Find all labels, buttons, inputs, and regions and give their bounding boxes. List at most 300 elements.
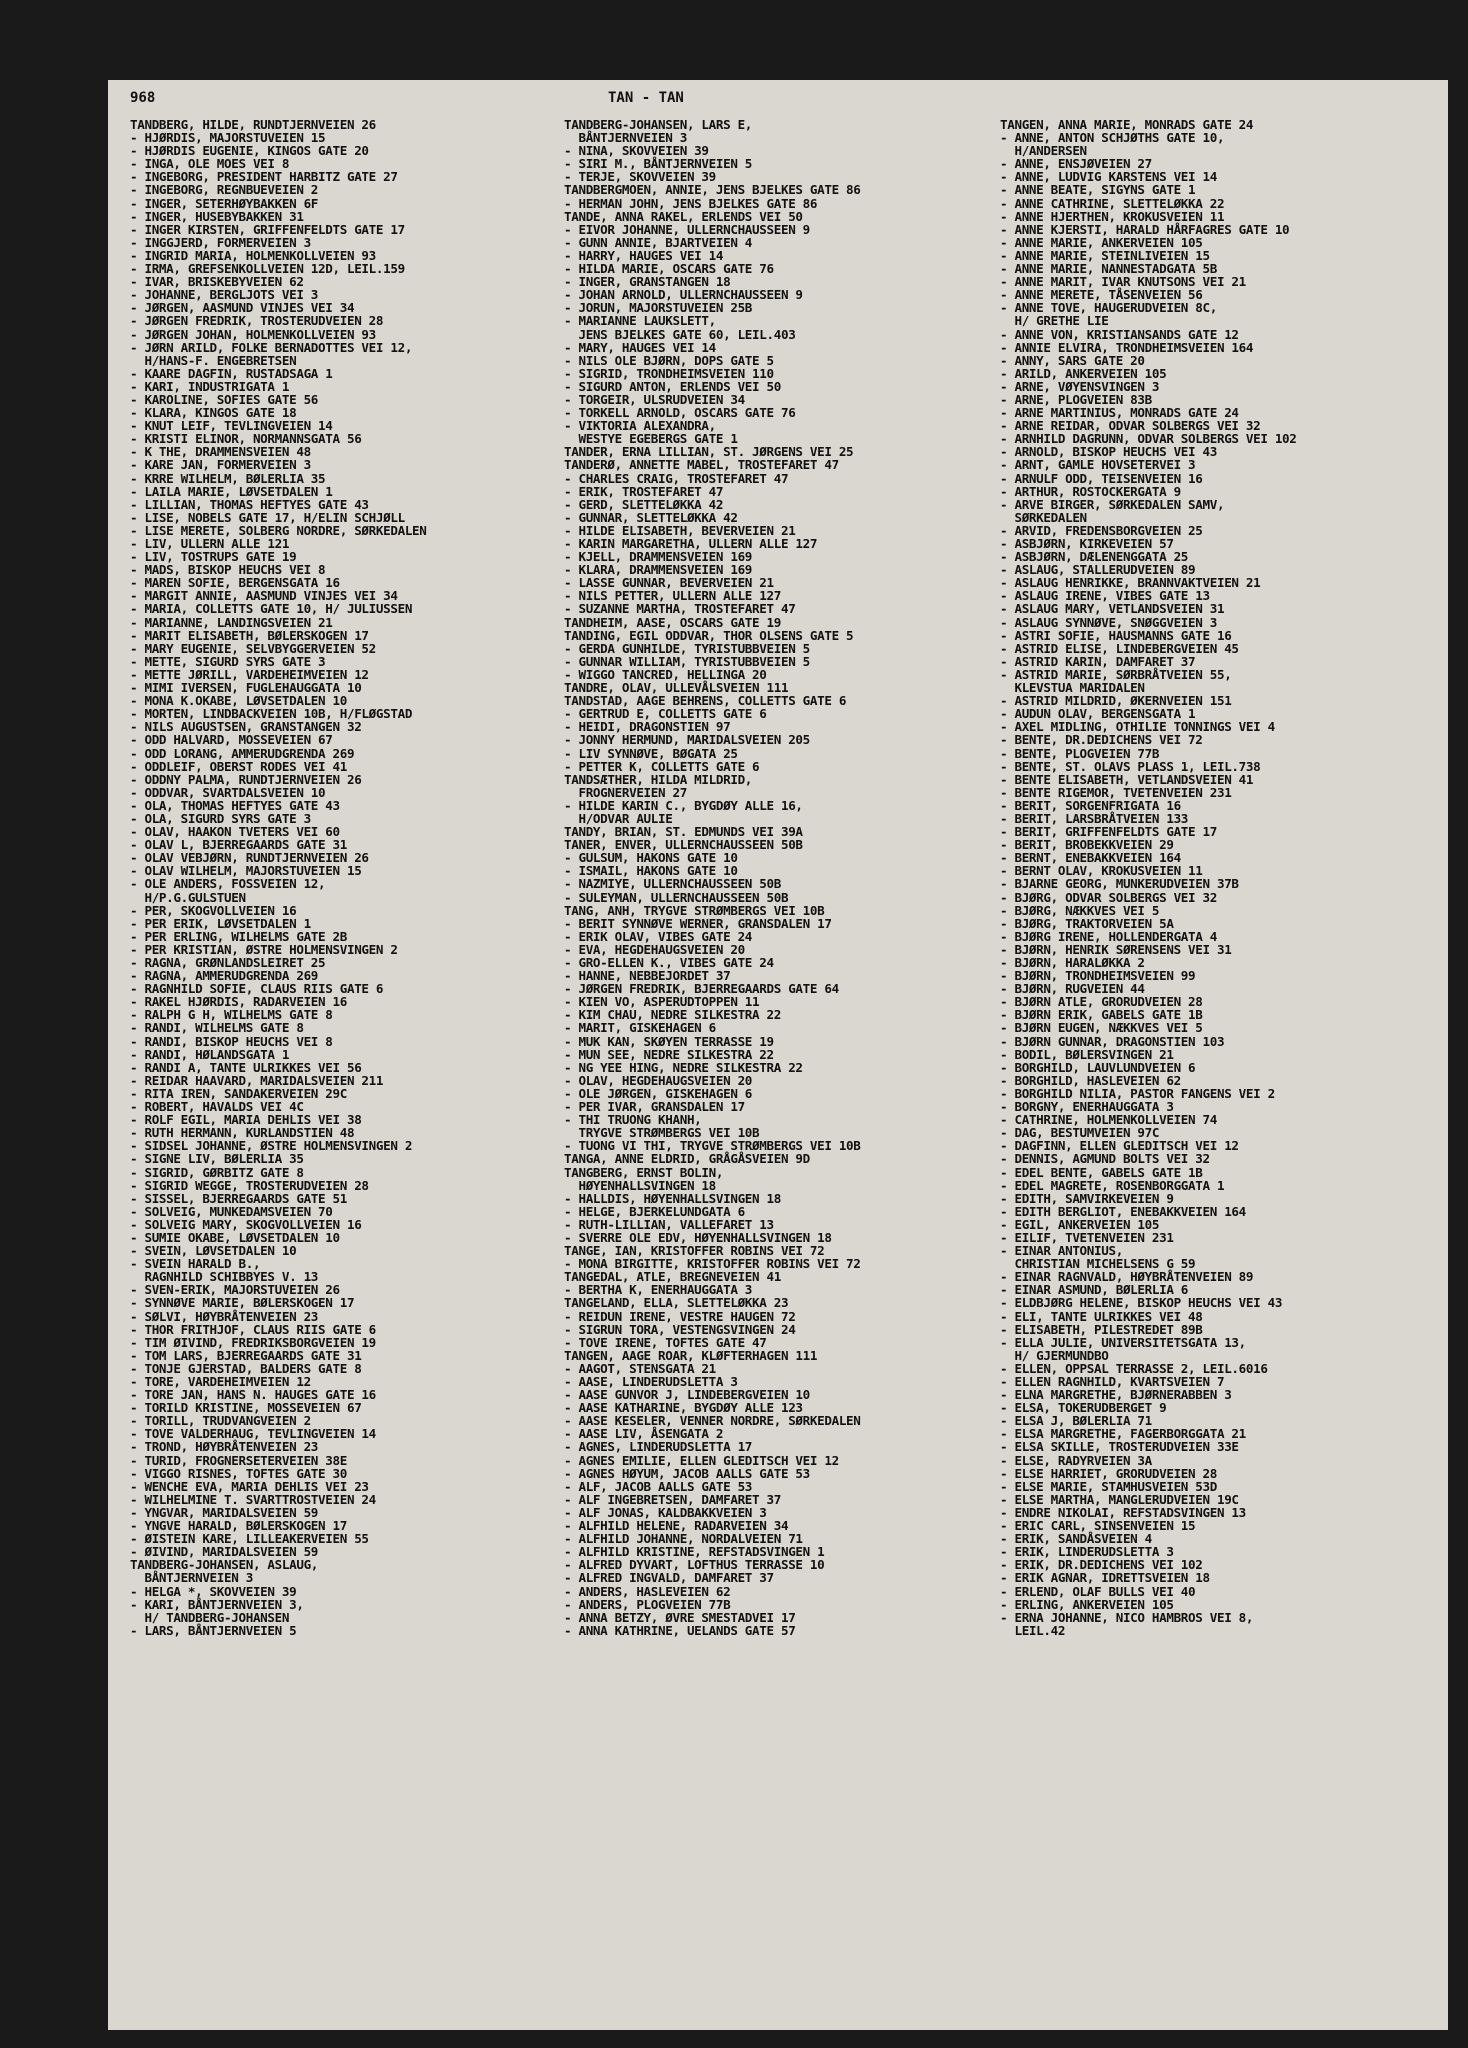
directory-entry: - BJØRN, HENRIK SØRENSENS VEI 31: [1000, 941, 1232, 957]
directory-entry: - ARNULF ODD, TEISENVEIEN 16: [1000, 470, 1203, 486]
directory-entry: - ANNE, ANTON SCHJØTHS GATE 10,: [1000, 130, 1225, 146]
directory-entry: - TOVE IRENE, TOFTES GATE 47: [564, 1334, 767, 1350]
directory-entry: - BORGHILD, LAUVLUNDVEIEN 6: [1000, 1059, 1196, 1075]
directory-column-2: [564, 118, 984, 1637]
directory-entry: - RALPH G H, WILHELMS GATE 8: [130, 1007, 333, 1023]
directory-entry: CHRISTIAN MICHELSENS G 59: [1000, 1256, 1196, 1272]
directory-entry: - WILHELMINE T. SVARTTROSTVEIEN 24: [130, 1491, 376, 1507]
directory-entry: - PER ERIK, LØVSETDALEN 1: [130, 915, 311, 931]
directory-entry: - ASTRI SOFIE, HAUSMANNS GATE 16: [1000, 627, 1232, 643]
directory-entry: - ROBERT, HAVALDS VEI 4C: [130, 1099, 304, 1115]
directory-entry: - LIV, ULLERN ALLE 121: [130, 536, 290, 551]
directory-entry: - BENTE RIGEMOR, TVETENVEIEN 231: [1000, 784, 1232, 800]
directory-entry: - REIDUN IRENE, VESTRE HAUGEN 72: [564, 1308, 796, 1324]
directory-entry: - KAROLINE, SOFIES GATE 56: [130, 391, 319, 407]
directory-entry: - KARIN MARGARETHA, ULLERN ALLE 127: [564, 536, 818, 551]
directory-entry: H/P.G.GULSTUEN: [130, 889, 246, 905]
directory-entry: - HILDA MARIE, OSCARS GATE 76: [564, 261, 774, 277]
directory-entry: - BJØRG, NÆKKVES VEI 5: [1000, 902, 1160, 918]
directory-entry: HØYENHALLSVINGEN 18: [564, 1177, 716, 1193]
directory-entry: - ELLEN, OPPSAL TERRASSE 2, LEIL.6016: [1000, 1360, 1268, 1376]
directory-entry: - ALFRED INGVALD, DAMFARET 37: [564, 1570, 774, 1586]
directory-entry: - KIM CHAU, NEDRE SILKESTRA 22: [564, 1007, 781, 1023]
directory-entry: - BENTE ELISABETH, VETLANDSVEIEN 41: [1000, 771, 1254, 787]
directory-entry: TRYGVE STRØMBERGS VEI 10B: [564, 1125, 760, 1141]
directory-entry: TANDHEIM, AASE, OSCARS GATE 19: [564, 614, 781, 630]
directory-entry: - ODD LORANG, AMMERUDGRENDA 269: [130, 745, 355, 761]
directory-entry: - SIGNE LIV, BØLERLIA 35: [130, 1151, 304, 1167]
directory-entry: - MUK KAN, SKØYEN TERRASSE 19: [564, 1033, 774, 1049]
directory-entry: - KNUT LEIF, TEVLINGVEIEN 14: [130, 418, 333, 434]
directory-entry: TANGA, ANNE ELDRID, GRÅGÅSVEIEN 9D: [564, 1151, 810, 1167]
directory-entry: - ARNE, PLOGVEIEN 83B: [1000, 391, 1152, 407]
directory-entry: - EDITH, SAMVIRKEVEIEN 9: [1000, 1190, 1174, 1206]
directory-entry: - TORILD KRISTINE, MOSSEVEIEN 67: [130, 1400, 362, 1416]
directory-entry: - HILDE KARIN C., BYGDØY ALLE 16,: [564, 797, 803, 813]
directory-entry: - LILLIAN, THOMAS HEFTYES GATE 43: [130, 496, 369, 512]
directory-entry: - ANDERS, HASLEVEIEN 62: [564, 1583, 731, 1599]
directory-entry: - BJØRN EUGEN, NÆKKVES VEI 5: [1000, 1020, 1203, 1036]
directory-entry: - SIGRID WEGGE, TROSTERUDVEIEN 28: [130, 1177, 369, 1193]
directory-entry: - ALF, JACOB AALLS GATE 53: [564, 1478, 753, 1494]
directory-entry: - ERLING, ANKERVEIEN 105: [1000, 1596, 1174, 1612]
directory-entry: - JOHAN ARNOLD, ULLERNCHAUSSEEN 9: [564, 287, 803, 303]
directory-entry: - HJØRDIS, MAJORSTUVEIEN 15: [130, 130, 326, 146]
directory-entry: - SIRI M., BÅNTJERNVEIEN 5: [564, 156, 753, 172]
directory-entry: - NAZMIYE, ULLERNCHAUSSEEN 50B: [564, 876, 781, 892]
directory-entry: TANGELAND, ELLA, SLETTELØKKA 23: [564, 1295, 789, 1311]
directory-entry: - NILS AUGUSTSEN, GRANSTANGEN 32: [130, 719, 362, 735]
directory-entry: - MARGIT ANNIE, AASMUND VINJES VEI 34: [130, 588, 398, 604]
directory-entry: - SULEYMAN, ULLERNCHAUSSEEN 50B: [564, 889, 789, 905]
directory-entry: - RAGNA, GRØNLANDSLEIRET 25: [130, 955, 326, 970]
directory-entry: - ELSE MARIE, STAMHUSVEIEN 53D: [1000, 1478, 1217, 1494]
directory-entry: - BJØRG, ODVAR SOLBERGS VEI 32: [1000, 889, 1217, 905]
directory-entry: - TOVE VALDERHAUG, TEVLINGVEIEN 14: [130, 1426, 376, 1442]
directory-entry: - OLE JØRGEN, GISKEHAGEN 6: [564, 1085, 753, 1101]
directory-entry: - KAARE DAGFIN, RUSTADSAGA 1: [130, 365, 333, 381]
directory-entry: - KRRE WILHELM, BØLERLIA 35: [130, 470, 326, 486]
directory-entry: - ASTRID KARIN, DAMFARET 37: [1000, 653, 1196, 669]
directory-entry: - AASE KATHARINE, BYGDØY ALLE 123: [564, 1400, 803, 1416]
directory-entry: H/ANDERSEN: [1000, 143, 1087, 159]
directory-entry: - ELSE, RADYRVEIEN 3A: [1000, 1452, 1152, 1468]
directory-entry: - ELI, TANTE ULRIKKES VEI 48: [1000, 1308, 1203, 1324]
directory-entry: TANDER, ERNA LILLIAN, ST. JØRGENS VEI 25: [564, 444, 854, 460]
directory-entry: - MONA K.OKABE, LØVSETDALEN 10: [130, 693, 347, 709]
directory-entry: - IRMA, GREFSENKOLLVEIEN 12D, LEIL.159: [130, 261, 405, 277]
directory-entry: - JONNY HERMUND, MARIDALSVEIEN 205: [564, 732, 810, 748]
directory-entry: - AASE, LINDERUDSLETTA 3: [564, 1374, 738, 1389]
directory-entry: - SØLVI, HØYBRÅTENVEIEN 23: [130, 1308, 319, 1324]
directory-entry: - NG YEE HING, NEDRE SILKESTRA 22: [564, 1059, 803, 1075]
directory-entry: - OLA, SIGURD SYRS GATE 3: [130, 810, 311, 826]
directory-entry: - BJØRG IRENE, HOLLENDERGATA 4: [1000, 928, 1217, 944]
directory-entry: - EIVOR JOHANNE, ULLERNCHAUSSEEN 9: [564, 221, 810, 237]
directory-entry: - RUTH HERMANN, KURLANDSTIEN 48: [130, 1125, 355, 1141]
directory-entry: - PER, SKOGVOLLVEIEN 16: [130, 902, 297, 918]
directory-entry: - ASTRID MARIE, SØRBRÅTVEIEN 55,: [1000, 666, 1232, 682]
directory-entry: BÅNTJERNVEIEN 3: [564, 130, 687, 146]
directory-entry: - ØIVIND, MARIDALSVEIEN 59: [130, 1544, 319, 1560]
directory-entry: - ANNA BETZY, ØVRE SMESTADVEI 17: [564, 1609, 796, 1625]
directory-entry: - ANNE HJERTHEN, KROKUSVEIEN 11: [1000, 208, 1225, 224]
directory-entry: - ROLF EGIL, MARIA DEHLIS VEI 38: [130, 1112, 362, 1128]
directory-entry: - BERIT, BROBEKKVEIEN 29: [1000, 837, 1174, 853]
directory-entry: - INGER KIRSTEN, GRIFFENFELDTS GATE 17: [130, 221, 405, 237]
directory-entry: - ANNE, LUDVIG KARSTENS VEI 14: [1000, 169, 1217, 185]
directory-entry: - BJARNE GEORG, MUNKERUDVEIEN 37B: [1000, 876, 1239, 892]
directory-entry: - TURID, FROGNERSETERVEIEN 38E: [130, 1452, 347, 1468]
directory-entry: - NINA, SKOVVEIEN 39: [564, 143, 709, 159]
directory-entry: - GUNNAR, SLETTELØKKA 42: [564, 509, 738, 525]
directory-entry: - MARY EUGENIE, SELVBYGGERVEIEN 52: [130, 640, 376, 656]
directory-entry: - BJØRN, RUGVEIEN 44: [1000, 981, 1145, 997]
directory-entry: - INGEBORG, PRESIDENT HARBITZ GATE 27: [130, 169, 398, 185]
directory-entry: - CATHRINE, HOLMENKOLLVEIEN 74: [1000, 1112, 1217, 1128]
directory-entry: - WENCHE EVA, MARIA DEHLIS VEI 23: [130, 1478, 369, 1494]
directory-entry: - JØRN ARILD, FOLKE BERNADOTTES VEI 12,: [130, 339, 413, 355]
directory-entry: - EDEL MAGRETE, ROSENBORGGATA 1: [1000, 1177, 1225, 1193]
directory-entry: - PER KRISTIAN, ØSTRE HOLMENSVINGEN 2: [130, 941, 398, 957]
directory-entry: - PETTER K, COLLETTS GATE 6: [564, 758, 760, 774]
directory-entry: - GRO-ELLEN K., VIBES GATE 24: [564, 955, 774, 970]
directory-entry: BÅNTJERNVEIEN 3: [130, 1570, 253, 1586]
directory-entry: - MADS, BISKOP HEUCHS VEI 8: [130, 562, 326, 578]
directory-entry: - INGA, OLE MOES VEI 8: [130, 156, 290, 172]
directory-entry: TANDSÆTHER, HILDA MILDRID,: [564, 771, 753, 787]
directory-entry: - ODDVAR, SVARTDALSVEIEN 10: [130, 784, 326, 800]
directory-entry: FROGNERVEIEN 27: [564, 784, 687, 800]
directory-entry: - ERIK, DR.DEDICHENS VEI 102: [1000, 1557, 1203, 1573]
directory-entry: - MAREN SOFIE, BERGENSGATA 16: [130, 575, 340, 591]
directory-entry: LEIL.42: [1000, 1622, 1066, 1637]
directory-entry: - AASE LIV, ÅSENGATA 2: [564, 1426, 724, 1442]
directory-entry: - ELSA J, BØLERLIA 71: [1000, 1413, 1152, 1429]
directory-entry: - ERIC CARL, SINSENVEIEN 15: [1000, 1518, 1196, 1534]
directory-entry: - INGER, GRANSTANGEN 18: [564, 274, 731, 290]
directory-entry: - ISMAIL, HAKONS GATE 10: [564, 863, 738, 879]
directory-entry: - ARNE REIDAR, ODVAR SOLBERGS VEI 32: [1000, 418, 1261, 434]
directory-entry: - OLA, THOMAS HEFTYES GATE 43: [130, 797, 340, 813]
directory-entry: - GERDA GUNHILDE, TYRISTUBBVEIEN 5: [564, 640, 810, 656]
directory-entry: - ASLAUG SYNNØVE, SNØGGVEIEN 3: [1000, 614, 1217, 630]
directory-entry: - KRISTI ELINOR, NORMANNSGATA 56: [130, 431, 362, 447]
directory-entry: - WIGGO TANCRED, HELLINGA 20: [564, 666, 767, 682]
directory-entry: - MARY, HAUGES VEI 14: [564, 339, 716, 355]
directory-entry: - KIEN VO, ASPERUDTOPPEN 11: [564, 994, 760, 1010]
directory-entry: - ERIK, LINDERUDSLETTA 3: [1000, 1544, 1174, 1560]
directory-entry: - DAG, BESTUMVEIEN 97C: [1000, 1125, 1160, 1141]
directory-entry: TANDBERG-JOHANSEN, ASLAUG,: [130, 1557, 319, 1573]
directory-entry: - AGNES HØYUM, JACOB AALLS GATE 53: [564, 1465, 810, 1481]
directory-entry: - METTE JØRILL, VARDEHEIMVEIEN 12: [130, 666, 369, 682]
directory-entry: TANDE, ANNA RAKEL, ERLENDS VEI 50: [564, 208, 803, 224]
page-header-range: TAN - TAN: [608, 90, 684, 106]
directory-entry: - SVEIN, LØVSETDALEN 10: [130, 1243, 297, 1259]
directory-entry: - AASE GUNVOR J, LINDEBERGVEIEN 10: [564, 1387, 810, 1403]
directory-entry: - GUNNAR WILLIAM, TYRISTUBBVEIEN 5: [564, 653, 810, 669]
directory-entry: - BENTE, DR.DEDICHENS VEI 72: [1000, 732, 1203, 748]
directory-entry: - OLAV, HEGDEHAUGSVEIEN 20: [564, 1072, 753, 1088]
directory-entry: - ASLAUG HENRIKKE, BRANNVAKTVEIEN 21: [1000, 575, 1261, 591]
directory-entry: - BENTE, PLOGVEIEN 77B: [1000, 745, 1160, 761]
directory-entry: TANG, ANH, TRYGVE STRØMBERGS VEI 10B: [564, 902, 825, 918]
directory-entry: - EINAR ANTONIUS,: [1000, 1243, 1123, 1259]
directory-entry: - INGRID MARIA, HOLMENKOLLVEIEN 93: [130, 247, 376, 263]
directory-entry: - THI TRUONG KHANH,: [564, 1112, 702, 1128]
directory-entry: RAGNHILD SCHIBBYES V. 13: [130, 1269, 319, 1285]
directory-entry: - SYNNØVE MARIE, BØLERSKOGEN 17: [130, 1295, 355, 1311]
directory-entry: - ERNA JOHANNE, NICO HAMBROS VEI 8,: [1000, 1609, 1254, 1625]
directory-entry: - ARILD, ANKERVEIEN 105: [1000, 365, 1167, 381]
directory-entry: - REIDAR HAAVARD, MARIDALSVEIEN 211: [130, 1072, 384, 1088]
directory-entry: TANDING, EGIL ODDVAR, THOR OLSENS GATE 5: [564, 627, 854, 643]
directory-column-3: [1000, 118, 1440, 1637]
directory-entry: - SIGRUN TORA, VESTENGSVINGEN 24: [564, 1321, 796, 1337]
directory-entry: - ANNIE ELVIRA, TRONDHEIMSVEIEN 164: [1000, 339, 1254, 355]
directory-entry: - ANDERS, PLOGVEIEN 77B: [564, 1596, 731, 1612]
directory-entry: - RANDI, WILHELMS GATE 8: [130, 1020, 304, 1036]
directory-entry: TANDSTAD, AAGE BEHRENS, COLLETTS GATE 6: [564, 693, 847, 709]
directory-entry: - SUZANNE MARTHA, TROSTEFARET 47: [564, 601, 796, 617]
directory-entry: - ANNE CATHRINE, SLETTELØKKA 22: [1000, 195, 1225, 211]
directory-entry: - BERIT SYNNØVE WERNER, GRANSDALEN 17: [564, 915, 832, 931]
directory-entry: - BERNT, ENEBAKKVEIEN 164: [1000, 850, 1181, 866]
directory-entry: - GERTRUD E, COLLETTS GATE 6: [564, 706, 767, 722]
directory-entry: - ELLA JULIE, UNIVERSITETSGATA 13,: [1000, 1334, 1246, 1350]
directory-entry: - OLAV, HAAKON TVETERS VEI 60: [130, 824, 340, 840]
directory-entry: - MARIT, GISKEHAGEN 6: [564, 1020, 716, 1036]
directory-entry: - KARE JAN, FORMERVEIEN 3: [130, 457, 311, 473]
directory-entry: - TORGEIR, ULSRUDVEIEN 34: [564, 391, 745, 407]
directory-entry: - TORKELL ARNOLD, OSCARS GATE 76: [564, 405, 796, 421]
directory-entry: H/HANS-F. ENGEBRETSEN: [130, 352, 297, 368]
directory-entry: - LASSE GUNNAR, BEVERVEIEN 21: [564, 575, 774, 591]
directory-entry: H/ GRETHE LIE: [1000, 313, 1109, 329]
directory-entry: - BERIT, GRIFFENFELDTS GATE 17: [1000, 824, 1217, 840]
directory-entry: - RANDI A, TANTE ULRIKKES VEI 56: [130, 1059, 362, 1075]
directory-entry: - ANNE VON, KRISTIANSANDS GATE 12: [1000, 326, 1239, 342]
directory-entry: - BERIT, SORGENFRIGATA 16: [1000, 797, 1181, 813]
directory-entry: - LISE MERETE, SOLBERG NORDRE, SØRKEDALEN: [130, 522, 427, 538]
directory-entry: - LARS, BÅNTJERNVEIEN 5: [130, 1622, 297, 1637]
directory-entry: - ANNY, SARS GATE 20: [1000, 352, 1145, 368]
directory-entry: - JØRGEN JOHAN, HOLMENKOLLVEIEN 93: [130, 326, 376, 342]
directory-entry: - ANNE MARIE, ANKERVEIEN 105: [1000, 234, 1203, 250]
directory-entry: - MARIT ELISABETH, BØLERSKOGEN 17: [130, 627, 369, 643]
directory-entry: - SVERRE OLE EDV, HØYENHALLSVINGEN 18: [564, 1229, 832, 1245]
directory-entry: - KLARA, DRAMMENSVEIEN 169: [564, 562, 753, 578]
directory-entry: - TORE, VARDEHEIMVEIEN 12: [130, 1374, 311, 1389]
directory-entry: - EILIF, TVETENVEIEN 231: [1000, 1229, 1174, 1245]
directory-entry: - ENDRE NIKOLAI, REFSTADSVINGEN 13: [1000, 1504, 1246, 1520]
directory-entry: - TOM LARS, BJERREGAARDS GATE 31: [130, 1347, 362, 1363]
directory-entry: - KLARA, KINGOS GATE 18: [130, 405, 297, 421]
directory-entry: TANDERØ, ANNETTE MABEL, TROSTEFARET 47: [564, 457, 839, 473]
directory-entry: - ASTRID ELISE, LINDEBERGVEIEN 45: [1000, 640, 1239, 656]
directory-entry: - ELSA SKILLE, TROSTERUDVEIEN 33E: [1000, 1439, 1239, 1455]
directory-entry: - ELDBJØRG HELENE, BISKOP HEUCHS VEI 43: [1000, 1295, 1283, 1311]
directory-entry: - ELLEN RAGNHILD, KVARTSVEIEN 7: [1000, 1374, 1225, 1389]
directory-entry: - ALF JONAS, KALDBAKKVEIEN 3: [564, 1504, 767, 1520]
directory-entry: H/ GJERMUNDBO: [1000, 1347, 1109, 1363]
directory-page: [108, 80, 1448, 2030]
directory-entry: - ARNHILD DAGRUNN, ODVAR SOLBERGS VEI 102: [1000, 431, 1297, 447]
directory-entry: - ASLAUG, STALLERUDVEIEN 89: [1000, 562, 1196, 578]
directory-entry: - MIMI IVERSEN, FUGLEHAUGGATA 10: [130, 680, 362, 696]
directory-entry: JENS BJELKES GATE 60, LEIL.403: [564, 326, 796, 342]
directory-entry: - INGER, HUSEBYBAKKEN 31: [130, 208, 304, 224]
directory-entry: - YNGVAR, MARIDALSVEIEN 59: [130, 1504, 319, 1520]
directory-entry: - BERTHA K, ENERHAUGGATA 3: [564, 1282, 753, 1298]
directory-entry: - ARNT, GAMLE HOVSETERVEI 3: [1000, 457, 1196, 473]
directory-entry: - SUMIE OKABE, LØVSETDALEN 10: [130, 1229, 340, 1245]
directory-entry: - ANNE, ENSJØVEIEN 27: [1000, 156, 1152, 172]
directory-entry: - IVAR, BRISKEBYVEIEN 62: [130, 274, 304, 290]
directory-entry: TANGBERG, ERNST BOLIN,: [564, 1164, 724, 1180]
directory-entry: - INGER, SETERHØYBAKKEN 6F: [130, 195, 319, 211]
directory-entry: - ANNE BEATE, SIGYNS GATE 1: [1000, 182, 1196, 198]
page-number: 968: [130, 90, 156, 106]
directory-entry: TANGEDAL, ATLE, BREGNEVEIEN 41: [564, 1269, 781, 1285]
directory-entry: - ARVE BIRGER, SØRKEDALEN SAMV,: [1000, 496, 1225, 512]
directory-entry: - GERD, SLETTELØKKA 42: [564, 496, 724, 512]
directory-entry: - RANDI, BISKOP HEUCHS VEI 8: [130, 1033, 333, 1049]
directory-entry: - OLAV L, BJERREGAARDS GATE 31: [130, 837, 347, 853]
directory-entry: - ARNOLD, BISKOP HEUCHS VEI 43: [1000, 444, 1217, 460]
directory-entry: - BJØRN ERIK, GABELS GATE 1B: [1000, 1007, 1203, 1023]
directory-entry: - VIKTORIA ALEXANDRA,: [564, 418, 716, 434]
directory-entry: WESTYE EGEBERGS GATE 1: [564, 431, 738, 447]
directory-entry: - HALLDIS, HØYENHALLSVINGEN 18: [564, 1190, 781, 1206]
directory-entry: - THOR FRITHJOF, CLAUS RIIS GATE 6: [130, 1321, 376, 1337]
directory-entry: TANDBERGMOEN, ANNIE, JENS BJELKES GATE 86: [564, 182, 861, 198]
directory-entry: - GULSUM, HAKONS GATE 10: [564, 850, 738, 866]
directory-entry: TANDBERG-JOHANSEN, LARS E,: [564, 118, 753, 132]
directory-entry: - RUTH-LILLIAN, VALLEFARET 13: [564, 1216, 774, 1232]
directory-entry: - NILS OLE BJØRN, DOPS GATE 5: [564, 352, 774, 368]
directory-entry: - JØRGEN, AASMUND VINJES VEI 34: [130, 300, 355, 316]
directory-entry: - NILS PETTER, ULLERN ALLE 127: [564, 588, 781, 604]
directory-entry: - TONJE GJERSTAD, BALDERS GATE 8: [130, 1360, 362, 1376]
directory-entry: - ODDNY PALMA, RUNDTJERNVEIEN 26: [130, 771, 362, 787]
directory-entry: - ANNE TOVE, HAUGERUDVEIEN 8C,: [1000, 300, 1217, 316]
directory-entry: - HILDE ELISABETH, BEVERVEIEN 21: [564, 522, 796, 538]
directory-entry: - HEIDI, DRAGONSTIEN 97: [564, 719, 731, 735]
directory-entry: - LIV, TOSTRUPS GATE 19: [130, 549, 297, 565]
directory-entry: - KARI, INDUSTRIGATA 1: [130, 378, 290, 394]
directory-entry: - TUONG VI THI, TRYGVE STRØMBERGS VEI 10B: [564, 1138, 861, 1154]
directory-entry: - BERNT OLAV, KROKUSVEIEN 11: [1000, 863, 1203, 879]
directory-entry: - MARIA, COLLETTS GATE 10, H/ JULIUSSEN: [130, 601, 413, 617]
directory-entry: - ANNA KATHRINE, UELANDS GATE 57: [564, 1622, 796, 1637]
directory-entry: - EDEL BENTE, GABELS GATE 1B: [1000, 1164, 1203, 1180]
directory-entry: - BJØRN, HARALØKKA 2: [1000, 955, 1145, 970]
directory-entry: - EGIL, ANKERVEIEN 105: [1000, 1216, 1160, 1232]
directory-entry: - ERLEND, OLAF BULLS VEI 40: [1000, 1583, 1196, 1599]
directory-entry: - BORGHILD, HASLEVEIEN 62: [1000, 1072, 1181, 1088]
directory-entry: - SIGRID, TRONDHEIMSVEIEN 110: [564, 365, 774, 381]
directory-entry: - ASBJØRN, KIRKEVEIEN 57: [1000, 536, 1174, 551]
directory-entry: - ALFHILD KRISTINE, REFSTADSVINGEN 1: [564, 1544, 825, 1560]
directory-entry: - PER IVAR, GRANSDALEN 17: [564, 1099, 745, 1115]
directory-entry: - RAGNA, AMMERUDGRENDA 269: [130, 968, 319, 984]
directory-entry: - SISSEL, BJERREGAARDS GATE 51: [130, 1190, 347, 1206]
directory-entry: - KARI, BÅNTJERNVEIEN 3,: [130, 1596, 304, 1612]
directory-entry: TANGEN, ANNA MARIE, MONRADS GATE 24: [1000, 118, 1254, 132]
directory-entry: TANDY, BRIAN, ST. EDMUNDS VEI 39A: [564, 824, 803, 840]
directory-entry: - AAGOT, STENSGATA 21: [564, 1360, 716, 1376]
directory-entry: - TERJE, SKOVVEIEN 39: [564, 169, 716, 185]
directory-entry: - AXEL MIDLING, OTHILIE TONNINGS VEI 4: [1000, 719, 1275, 735]
directory-entry: TANDBERG, HILDE, RUNDTJERNVEIEN 26: [130, 118, 376, 132]
directory-entry: - AGNES, LINDERUDSLETTA 17: [564, 1439, 753, 1455]
directory-entry: - TORE JAN, HANS N. HAUGES GATE 16: [130, 1387, 376, 1403]
directory-entry: - OLE ANDERS, FOSSVEIEN 12,: [130, 876, 326, 892]
directory-entry: H/ TANDBERG-JOHANSEN: [130, 1609, 290, 1625]
directory-entry: - MORTEN, LINDBACKVEIEN 10B, H/FLØGSTAD: [130, 706, 413, 722]
directory-entry: - SOLVEIG MARY, SKOGVOLLVEIEN 16: [130, 1216, 362, 1232]
directory-entry: - OLAV VEBJØRN, RUNDTJERNVEIEN 26: [130, 850, 369, 866]
directory-entry: - SIGURD ANTON, ERLENDS VEI 50: [564, 378, 781, 394]
directory-entry: - RAKEL HJØRDIS, RADARVEIEN 16: [130, 994, 347, 1010]
directory-entry: - LIV SYNNØVE, BØGATA 25: [564, 745, 738, 761]
directory-entry: - ASBJØRN, DÆLENENGGATA 25: [1000, 549, 1189, 565]
directory-entry: - SIDSEL JOHANNE, ØSTRE HOLMENSVINGEN 2: [130, 1138, 413, 1154]
directory-entry: - ELSA MARGRETHE, FAGERBORGGATA 21: [1000, 1426, 1246, 1442]
directory-entry: - YNGVE HARALD, BØLERSKOGEN 17: [130, 1518, 347, 1534]
directory-entry: - ANNE MARIE, STEINLIVEIEN 15: [1000, 247, 1210, 263]
directory-entry: SØRKEDALEN: [1000, 509, 1087, 525]
directory-entry: - BODIL, BØLERSVINGEN 21: [1000, 1046, 1174, 1062]
directory-entry: - HJØRDIS EUGENIE, KINGOS GATE 20: [130, 143, 369, 159]
directory-entry: - TIM ØIVIND, FREDRIKSBORGVEIEN 19: [130, 1334, 376, 1350]
directory-entry: - ELSE MARTHA, MANGLERUDVEIEN 19C: [1000, 1491, 1239, 1507]
directory-entry: - AUDUN OLAV, BERGENSGATA 1: [1000, 706, 1196, 722]
directory-entry: - SVEIN HARALD B.,: [130, 1256, 261, 1272]
directory-entry: KLEVSTUA MARIDALEN: [1000, 680, 1145, 696]
directory-entry: - JOHANNE, BERGLJOTS VEI 3: [130, 287, 319, 303]
directory-entry: - BORGNY, ENERHAUGGATA 3: [1000, 1099, 1174, 1115]
directory-entry: - EDITH BERGLIOT, ENEBAKKVEIEN 164: [1000, 1203, 1246, 1219]
directory-entry: - ALFRED DYVART, LOFTHUS TERRASSE 10: [564, 1557, 825, 1573]
directory-entry: - ASLAUG IRENE, VIBES GATE 13: [1000, 588, 1210, 604]
directory-entry: - BENTE, ST. OLAVS PLASS 1, LEIL.738: [1000, 758, 1261, 774]
directory-entry: - ASLAUG MARY, VETLANDSVEIEN 31: [1000, 601, 1225, 617]
directory-entry: - INGEBORG, REGNBUEVEIEN 2: [130, 182, 319, 198]
directory-entry: - ARNE MARTINIUS, MONRADS GATE 24: [1000, 405, 1239, 421]
directory-entry: - AASE KESELER, VENNER NORDRE, SØRKEDALEN: [564, 1413, 861, 1429]
directory-entry: - RITA IREN, SANDAKERVEIEN 29C: [130, 1085, 347, 1101]
directory-entry: - ODDLEIF, OBERST RODES VEI 41: [130, 758, 347, 774]
directory-entry: H/ODVAR AULIE: [564, 810, 673, 826]
directory-entry: - JORUN, MAJORSTUVEIEN 25B: [564, 300, 753, 316]
directory-entry: - ARTHUR, ROSTOCKERGATA 9: [1000, 483, 1181, 499]
directory-entry: - EINAR ASMUND, BØLERLIA 6: [1000, 1282, 1189, 1298]
directory-entry: - BJØRN GUNNAR, DRAGONSTIEN 103: [1000, 1033, 1225, 1049]
directory-entry: - MUN SEE, NEDRE SILKESTRA 22: [564, 1046, 774, 1062]
directory-entry: - ELSA, TOKERUDBERGET 9: [1000, 1400, 1167, 1416]
directory-entry: - METTE, SIGURD SYRS GATE 3: [130, 653, 326, 669]
directory-entry: - HANNE, NEBBEJORDET 37: [564, 968, 731, 984]
directory-entry: - PER ERLING, WILHELMS GATE 2B: [130, 928, 347, 944]
directory-entry: - BJØRN, TRONDHEIMSVEIEN 99: [1000, 968, 1196, 984]
directory-entry: - KJELL, DRAMMENSVEIEN 169: [564, 549, 753, 565]
directory-entry: - MARIANNE, LANDINGSVEIEN 21: [130, 614, 333, 630]
directory-entry: - HERMAN JOHN, JENS BJELKES GATE 86: [564, 195, 818, 211]
directory-entry: - ARVID, FREDENSBORGVEIEN 25: [1000, 522, 1203, 538]
